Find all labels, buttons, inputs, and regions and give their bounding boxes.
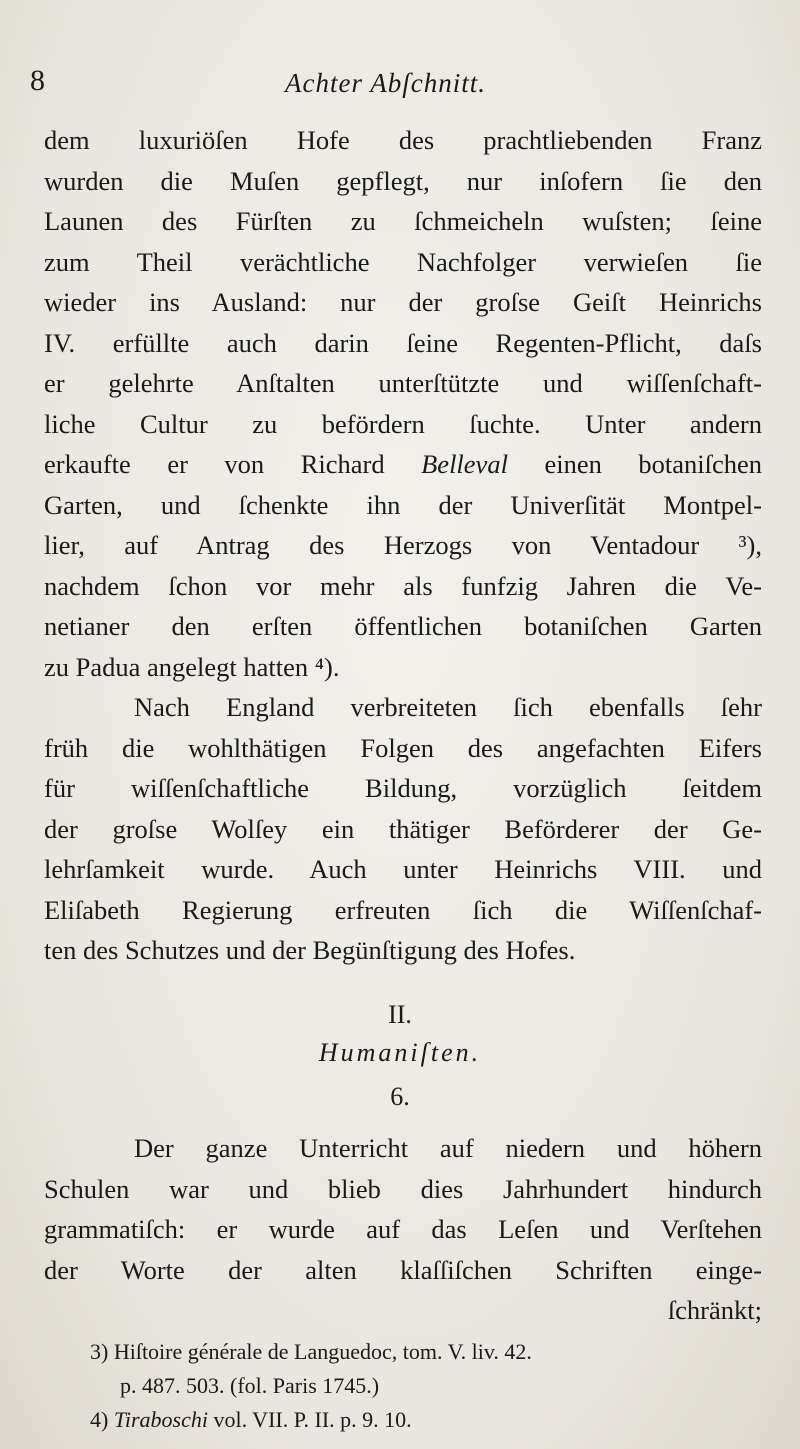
text-line: ten des Schutzes und der Begünſtigung des Hofes. [44,935,576,965]
text-line: lehrſamkeit wurde. Auch unter Heinrichs VIII. und [44,854,762,884]
text-line: wieder ins Ausland: nur der groſse Geiſt Heinrichs [44,287,762,317]
footnote-4 [90,1403,770,1437]
section-title: Humaniſten. [318,1038,482,1067]
text-line: Eliſabeth Regierung erfreuten ſich die Wiſſenſchaf- [44,894,762,925]
text-line: der groſse Wolſey ein thätiger Beförderer der Ge- [44,813,762,844]
subsection-number: 6. [390,1082,410,1111]
text-line: Garten, und ſchenkte ihn der Univerſität Montpel- [44,489,762,520]
main-text [44,120,762,971]
text-line: ſchränkt; [667,1295,762,1325]
text-line: nachdem ſchon vor mehr als funfzig Jahren die Ve- [44,570,762,601]
text-line: grammatiſch: er wurde auf das Leſen und Verſtehen [44,1214,762,1244]
text-line: dem luxuriöſen Hofe des prachtliebenden Franz [44,125,762,155]
text-line: wurden die Muſen gepflegt, nur inſofern ſie den [44,165,762,196]
page-header [30,64,730,104]
text-line: netianer den erſten öffentlichen botaniſchen Garten [44,611,762,641]
text-segment: einen botaniſchen [544,449,763,479]
text-line: zu Padua angelegt hatten ⁴). [44,651,340,682]
footnote-3-continued: p. 487. 503. (fol. Paris 1745.) [120,1373,380,1398]
text-line: er gelehrte Anſtalten unterſtützte und wiſſenſchaft- [44,368,762,398]
text-line [44,444,762,485]
italic-name: Belleval [421,449,508,479]
footnote-text: vol. VII. P. II. p. 9. 10. [213,1407,412,1432]
footnote-marker: 4) [90,1407,109,1432]
footnote-author: Tiraboschi [113,1407,208,1432]
section-number: II. [388,1000,412,1029]
text-line: zum Theil verächtliche Nachfolger verwieſen ſie [44,246,762,277]
text-segment: erkaufte er von Richard [44,449,385,479]
running-head: Achter Abſchnitt. [285,68,486,98]
text-line: liche Cultur zu befördern ſuchte. Unter andern [44,408,762,439]
text-line: Nach England verbreiteten ſich ebenfalls ſehr [134,692,762,722]
text-line: Der ganze Unterricht auf niedern und höhern [134,1133,762,1163]
text-line: Schulen war und blieb dies Jahrhundert hindurch [44,1173,762,1204]
text-line: Launen des Fürſten zu ſchmeicheln wuſsten; ſeine [44,206,762,236]
footnotes [90,1335,770,1437]
text-line: IV. erfüllte auch darin ſeine Regenten-Pflicht, daſs [44,327,762,358]
text-line: früh die wohlthätigen Folgen des angefachten Eifers [44,732,762,763]
footnote-3: 3) Hiſtoire générale de Languedoc, tom. V. liv. 42. [90,1339,532,1364]
text-line: für wiſſenſchaftliche Bildung, vorzüglich ſeitdem [44,773,762,803]
page-number: 8 [30,64,45,97]
text-line: lier, auf Antrag des Herzogs von Ventadour ³), [44,530,762,560]
text-line: der Worte der alten klaſſiſchen Schriften einge- [44,1254,762,1285]
main-text-continued [44,1128,762,1331]
